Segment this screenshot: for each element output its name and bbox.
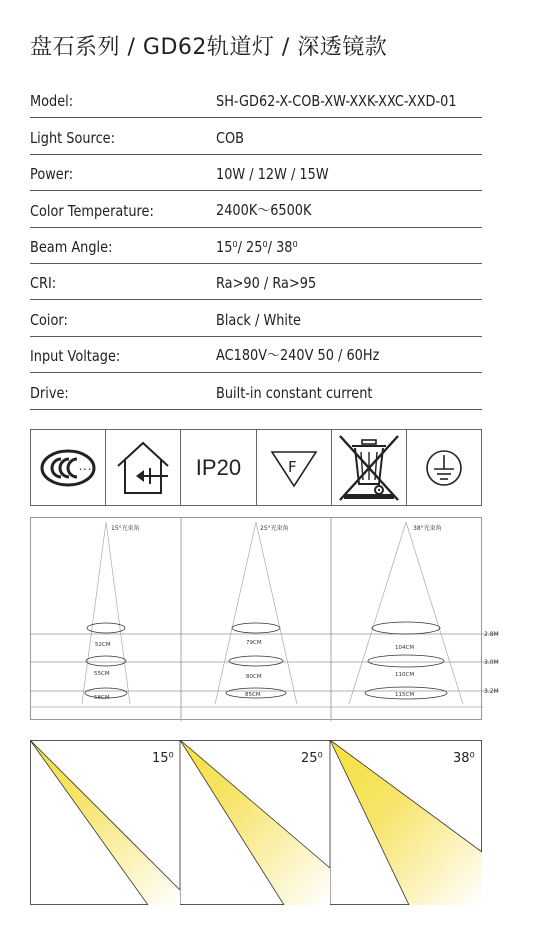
- indoor-use-icon: [110, 438, 176, 498]
- beam-angle-diagram: [30, 517, 499, 720]
- spec-row-model: [30, 82, 482, 118]
- distance-label-3-2: 3.2M: [484, 688, 499, 695]
- spec-value: COB: [216, 128, 245, 147]
- cert-cell-ccc: [31, 430, 106, 505]
- spot-size-label: 85CM: [245, 692, 261, 698]
- f-mark-letter: F: [287, 457, 297, 476]
- svg-text:• • •: • • •: [79, 466, 92, 473]
- beam-spread-panels: [30, 740, 482, 905]
- spec-row-input-voltage: [30, 337, 482, 373]
- cert-cell-f: [257, 430, 332, 505]
- spec-label: Light Source:: [30, 128, 115, 147]
- beam-38-label: 38⁰: [453, 751, 475, 766]
- spot-size-label: 104CM: [395, 645, 415, 651]
- spec-value: Built-in constant current: [216, 383, 373, 402]
- distance-label-3-0: 3.0M: [484, 659, 499, 666]
- spec-value: 15⁰/ 25⁰/ 38⁰: [216, 237, 298, 256]
- spec-table: [30, 82, 482, 410]
- beam-25-label: 25⁰: [301, 751, 323, 766]
- spec-label: Model:: [30, 92, 74, 111]
- f-mark-icon: [268, 446, 320, 490]
- ccc-mark-icon: [39, 448, 97, 488]
- ground-earth-icon: [424, 448, 464, 488]
- spec-value: Black / White: [216, 310, 301, 329]
- spot-size-label: 55CM: [94, 671, 110, 677]
- certification-strip: [30, 429, 482, 506]
- spec-row-cri: [30, 264, 482, 300]
- spec-label: Drive:: [30, 383, 69, 402]
- page-title: 盘石系列 / GD62轨道灯 / 深透镜款: [30, 35, 388, 60]
- cert-cell-ip: [181, 430, 256, 505]
- spec-row-color-temperature: [30, 191, 482, 227]
- spec-value: SH-GD62-X-COB-XW-XXK-XXC-XXD-01: [216, 92, 457, 111]
- beam-15-label: 15⁰: [152, 751, 174, 766]
- distance-label-2-8: 2.8M: [484, 631, 499, 638]
- spot-size-label: 110CM: [395, 672, 415, 678]
- spec-value: 2400K～6500K: [216, 200, 312, 219]
- ip-rating: IP20: [195, 454, 242, 480]
- spec-row-light-source: [30, 118, 482, 154]
- cert-cell-ground: [407, 430, 481, 505]
- beam-angle-label-15: 15°光束角: [111, 525, 140, 532]
- spot-size-label: 79CM: [246, 640, 262, 646]
- spec-label: Power:: [30, 165, 74, 184]
- spot-size-label: 80CM: [246, 674, 262, 680]
- spec-label: Coior:: [30, 310, 68, 329]
- cert-cell-weee: [332, 430, 407, 505]
- spec-row-power: [30, 155, 482, 191]
- spec-row-beam-angle: [30, 228, 482, 264]
- spec-label: Input Voltage:: [30, 347, 121, 366]
- spec-label: Color Temperature:: [30, 201, 154, 220]
- spot-size-label: 58CM: [94, 695, 110, 701]
- spec-row-drive: [30, 373, 482, 409]
- spec-value: Ra>90 / Ra>95: [216, 274, 317, 293]
- beam-angle-label-25: 25°光束角: [260, 525, 289, 532]
- spot-size-label: 52CM: [95, 642, 111, 648]
- spot-size-label: 115CM: [395, 692, 415, 698]
- weee-crossed-bin-icon: [334, 432, 404, 504]
- cert-cell-indoor: [106, 430, 181, 505]
- spec-label: Beam Angle:: [30, 237, 113, 256]
- spec-label: CRI:: [30, 274, 57, 293]
- spec-value: 10W / 12W / 15W: [216, 165, 329, 184]
- spec-row-color: [30, 300, 482, 336]
- beam-angle-label-38: 38°光束角: [413, 525, 442, 532]
- spec-value: AC180V～240V 50 / 60Hz: [216, 346, 380, 365]
